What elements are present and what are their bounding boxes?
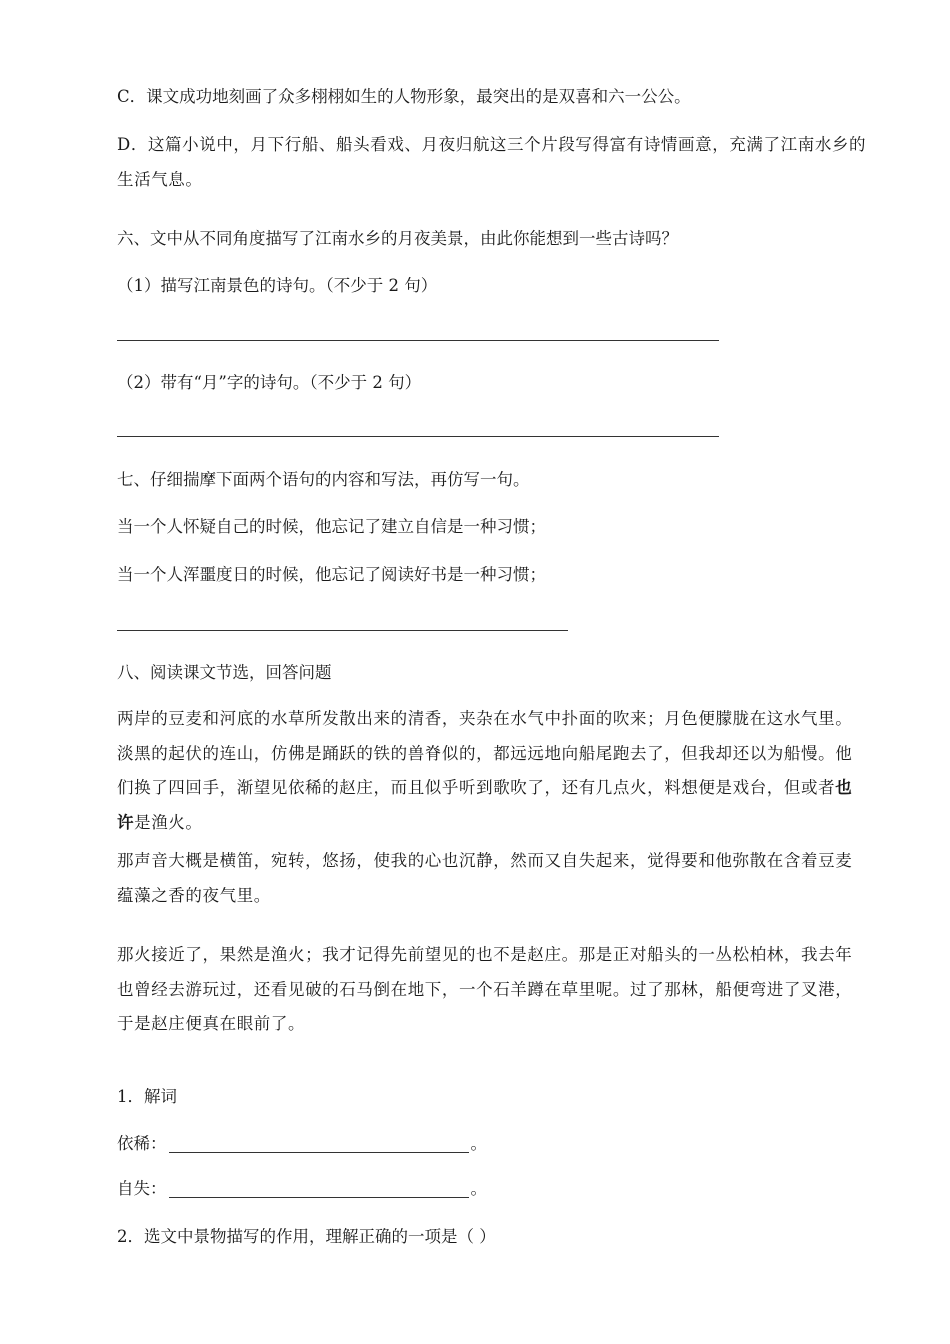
sub-question-2: 2．选文中景物描写的作用，理解正确的一项是（ ）	[117, 1227, 496, 1246]
vocab-item-1	[117, 1127, 870, 1161]
vocab-period-2: 。	[470, 1179, 487, 1198]
question-6-part-2: （2）带有“月”字的诗句。（不少于 2 句）	[117, 373, 422, 392]
passage-paragraph-1-text: 两岸的豆麦和河底的水草所发散出来的清香，夹杂在水气中扑面的吹来；月色便朦胧在这水气里。淡黑的起伏的连山，仿佛是踊跃的铁的兽脊似的，都远远地向船尾跑去了，但我却还以为船慢。他们换了四回手，渐望见依稀的赵庄，而且似乎听到歌吹了，还有几点火，料想便是戏台，但或者	[117, 709, 853, 797]
question-7-sentence-2: 当一个人浑噩度日的时候，他忘记了阅读好书是一种习惯；	[117, 565, 546, 584]
vocab-word-2: 自失：	[117, 1179, 167, 1198]
passage-bold-word: 也许	[117, 778, 853, 832]
passage-paragraph-3: 那火接近了，果然是渔火；我才记得先前望见的也不是赵庄。那是正对船头的一丛松柏林，我去年也曾经去游玩过，还看见破的石马倒在地下，一个石羊蹲在草里呢。过了那林，船便弯进了叉港，于是赵庄便真在眼前了。	[117, 945, 853, 1033]
question-6-heading: 六、文中从不同角度描写了江南水乡的月夜美景，由此你能想到一些古诗吗？	[117, 229, 678, 248]
vocab-item-2	[117, 1172, 870, 1206]
question-8-heading: 八、阅读课文节选，回答问题	[117, 663, 332, 682]
question-6-part-1: （1）描写江南景色的诗句。（不少于 2 句）	[117, 276, 438, 295]
vocab-word-1: 依稀：	[117, 1134, 167, 1153]
sub-question-1: 1．解词	[117, 1087, 177, 1106]
option-d: D．这篇小说中，月下行船、船头看戏、月夜归航这三个片段写得富有诗情画意，充满了江南水乡的生活气息。	[117, 135, 867, 189]
passage-paragraph-2: 那声音大概是横笛，宛转，悠扬，使我的心也沉静，然而又自失起来，觉得要和他弥散在含着豆麦蕴藻之香的夜气里。	[117, 851, 853, 905]
option-c: C．课文成功地刻画了众多栩栩如生的人物形象，最突出的是双喜和六一公公。	[117, 87, 691, 106]
answer-line-6-2[interactable]	[117, 436, 719, 437]
vocab-period-1: 。	[470, 1134, 487, 1153]
answer-line-6-1[interactable]	[117, 340, 719, 341]
passage-paragraph-1-end: 是渔火。	[134, 812, 203, 832]
question-7-heading: 七、仔细揣摩下面两个语句的内容和写法，再仿写一句。	[117, 470, 530, 489]
passage-paragraph-1	[117, 702, 869, 840]
vocab-blank-1[interactable]	[169, 1152, 469, 1153]
answer-line-7[interactable]	[117, 630, 568, 631]
question-7-sentence-1: 当一个人怀疑自己的时候，他忘记了建立自信是一种习惯；	[117, 517, 546, 536]
vocab-blank-2[interactable]	[169, 1197, 469, 1198]
